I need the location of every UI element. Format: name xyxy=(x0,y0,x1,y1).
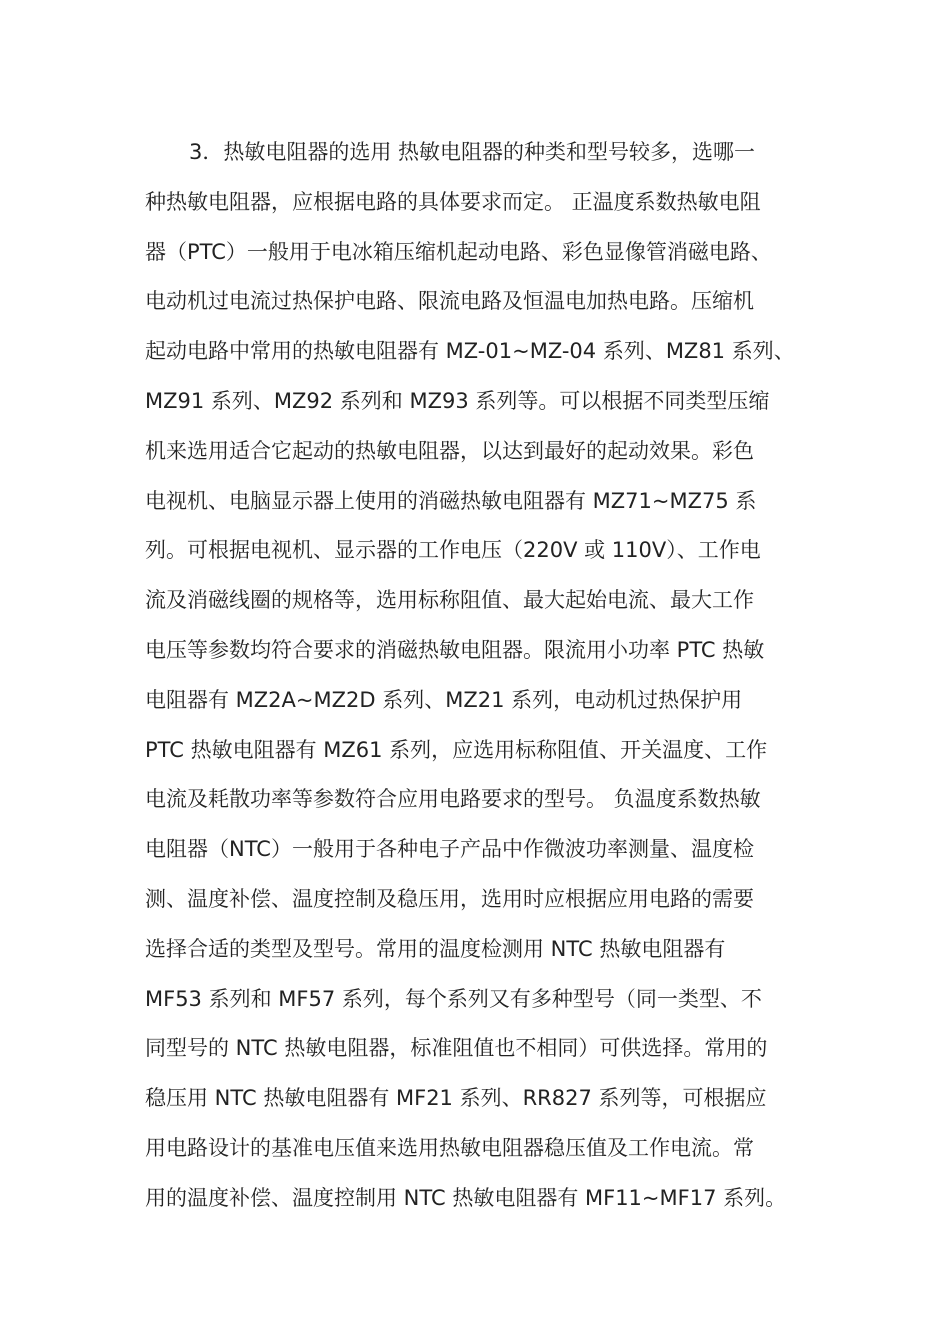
text-line: PTC 热敏电阻器有 MZ61 系列，应选用标称阻值、开关温度、工作 xyxy=(145,737,768,762)
text-line: 稳压用 NTC 热敏电阻器有 MF21 系列、RR827 系列等，可根据应 xyxy=(145,1086,767,1111)
text-line: 测、温度补偿、温度控制及稳压用，选用时应根据应用电路的需要 xyxy=(145,886,754,911)
text-line: 器（PTC）一般用于电冰箱压缩机起动电路、彩色显像管消磁电路、 xyxy=(145,239,772,264)
text-line: 电阻器（NTC）一般用于各种电子产品中作微波功率测量、温度检 xyxy=(145,837,754,862)
text-line: 起动电路中常用的热敏电阻器有 MZ-01~MZ-04 系列、MZ81 系列、 xyxy=(145,339,795,364)
text-line: 种热敏电阻器，应根据电路的具体要求而定。 正温度系数热敏电阻 xyxy=(145,189,761,214)
text-line: 电流及耗散功率等参数符合应用电路要求的型号。 负温度系数热敏 xyxy=(145,787,761,812)
text-line: 列。可根据电视机、显示器的工作电压（220V 或 110V）、工作电 xyxy=(145,538,761,563)
text-line: 电阻器有 MZ2A~MZ2D 系列、MZ21 系列，电动机过热保护用 xyxy=(145,687,743,712)
text-line: 用电路设计的基准电压值来选用热敏电阻器稳压值及工作电流。常 xyxy=(145,1135,754,1160)
text-line: 电动机过电流过热保护电路、限流电路及恒温电加热电路。压缩机 xyxy=(145,289,754,314)
text-line: 选择合适的类型及型号。常用的温度检测用 NTC 热敏电阻器有 xyxy=(145,936,726,961)
text-line: 用的温度补偿、温度控制用 NTC 热敏电阻器有 MF11~MF17 系列。 xyxy=(145,1185,787,1210)
text-line: 同型号的 NTC 热敏电阻器，标准阻值也不相同）可供选择。常用的 xyxy=(145,1036,768,1061)
text-line: 电视机、电脑显示器上使用的消磁热敏电阻器有 MZ71~MZ75 系 xyxy=(145,488,757,513)
text-line: MZ91 系列、MZ92 系列和 MZ93 系列等。可以根据不同类型压缩 xyxy=(145,388,770,413)
text-line: MF53 系列和 MF57 系列，每个系列又有多种型号（同一类型、不 xyxy=(145,986,762,1011)
body-paragraph xyxy=(145,128,825,1224)
text-line: 3．热敏电阻器的选用 热敏电阻器的种类和型号较多，选哪一 xyxy=(189,140,756,164)
text-line: 电压等参数均符合要求的消磁热敏电阻器。限流用小功率 PTC 热敏 xyxy=(145,637,765,662)
text-line: 机来选用适合它起动的热敏电阻器，以达到最好的起动效果。彩色 xyxy=(145,438,754,463)
text-line: 流及消磁线圈的规格等，选用标称阻值、最大起始电流、最大工作 xyxy=(145,588,754,613)
